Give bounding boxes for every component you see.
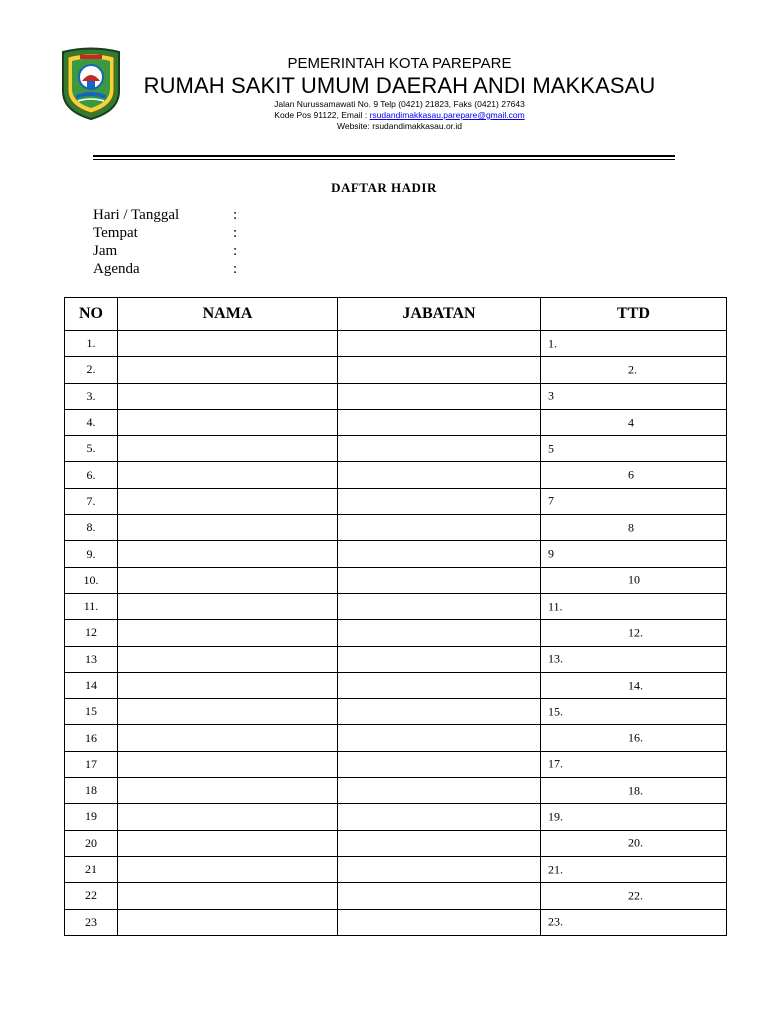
jabatan-cell[interactable] bbox=[338, 357, 541, 383]
nama-cell[interactable] bbox=[118, 331, 338, 357]
row-number: 1. bbox=[65, 331, 118, 357]
table-row bbox=[65, 331, 727, 357]
table-row bbox=[65, 383, 727, 409]
header-no: NO bbox=[65, 298, 118, 331]
nama-cell[interactable] bbox=[118, 725, 338, 751]
table-row bbox=[65, 909, 727, 935]
row-number: 21 bbox=[65, 856, 118, 882]
meta-colon: : bbox=[233, 243, 238, 259]
nama-cell[interactable] bbox=[118, 383, 338, 409]
website-line: Website: rsudandimakkasau.or.id bbox=[336, 121, 463, 131]
header-jabatan: JABATAN bbox=[338, 298, 541, 331]
jabatan-cell[interactable] bbox=[338, 409, 541, 435]
row-number: 11. bbox=[65, 593, 118, 619]
jabatan-cell[interactable] bbox=[338, 883, 541, 909]
signature-number: 21. bbox=[548, 862, 563, 877]
signature-number: 10 bbox=[628, 572, 640, 587]
table-row bbox=[65, 646, 727, 672]
jabatan-cell[interactable] bbox=[338, 593, 541, 619]
signature-number: 19. bbox=[548, 809, 563, 824]
nama-cell[interactable] bbox=[118, 567, 338, 593]
signature-cell[interactable] bbox=[541, 357, 727, 383]
signature-cell[interactable] bbox=[541, 699, 727, 725]
jabatan-cell[interactable] bbox=[338, 830, 541, 856]
signature-cell[interactable] bbox=[541, 725, 727, 751]
table-row bbox=[65, 620, 727, 646]
jabatan-cell[interactable] bbox=[338, 383, 541, 409]
signature-cell[interactable] bbox=[541, 778, 727, 804]
signature-number: 2. bbox=[628, 362, 637, 377]
signature-number: 15. bbox=[548, 704, 563, 719]
table-row bbox=[65, 541, 727, 567]
jabatan-cell[interactable] bbox=[338, 567, 541, 593]
table-row bbox=[65, 515, 727, 541]
meta-colon: : bbox=[233, 207, 238, 223]
row-number: 22 bbox=[65, 883, 118, 909]
header-ttd: TTD bbox=[541, 298, 727, 331]
signature-number: 7 bbox=[548, 493, 554, 508]
jabatan-cell[interactable] bbox=[338, 646, 541, 672]
meta-row bbox=[93, 260, 238, 278]
meta-label: Agenda bbox=[93, 261, 140, 277]
table-row bbox=[65, 488, 727, 514]
signature-cell[interactable] bbox=[541, 751, 727, 777]
signature-number: 6 bbox=[628, 467, 634, 482]
row-number: 23 bbox=[65, 909, 118, 935]
row-number: 6. bbox=[65, 462, 118, 488]
nama-cell[interactable] bbox=[118, 804, 338, 830]
signature-number: 12. bbox=[628, 625, 643, 640]
table-row bbox=[65, 567, 727, 593]
hospital-name: RUMAH SAKIT UMUM DAERAH ANDI MAKKASAU bbox=[143, 73, 656, 98]
nama-cell[interactable] bbox=[118, 593, 338, 619]
jabatan-cell[interactable] bbox=[338, 751, 541, 777]
signature-cell[interactable] bbox=[541, 383, 727, 409]
signature-number: 9 bbox=[548, 546, 554, 561]
nama-cell[interactable] bbox=[118, 620, 338, 646]
row-number: 13 bbox=[65, 646, 118, 672]
letterhead-divider-thin bbox=[93, 159, 675, 160]
signature-cell[interactable] bbox=[541, 567, 727, 593]
meta-label: Tempat bbox=[93, 225, 138, 241]
address-line: Jalan Nurussamawati No. 9 Telp (0421) 21823, Faks (0421) 27643 bbox=[274, 99, 525, 109]
nama-cell[interactable] bbox=[118, 778, 338, 804]
signature-number: 16. bbox=[628, 730, 643, 745]
nama-cell[interactable] bbox=[118, 515, 338, 541]
signature-number: 14. bbox=[628, 678, 643, 692]
postal-email-line bbox=[122, 110, 677, 121]
row-number: 17 bbox=[65, 751, 118, 777]
jabatan-cell[interactable] bbox=[338, 778, 541, 804]
header-nama: NAMA bbox=[118, 298, 338, 331]
table-row bbox=[65, 699, 727, 725]
signature-cell[interactable] bbox=[541, 804, 727, 830]
signature-cell[interactable] bbox=[541, 436, 727, 462]
meeting-details bbox=[93, 206, 238, 278]
signature-number: 18. bbox=[628, 783, 643, 798]
jabatan-cell[interactable] bbox=[338, 804, 541, 830]
row-number: 9. bbox=[65, 541, 118, 567]
meta-row bbox=[93, 224, 238, 242]
row-number: 4. bbox=[65, 409, 118, 435]
row-number: 15 bbox=[65, 699, 118, 725]
nama-cell[interactable] bbox=[118, 672, 338, 698]
nama-cell[interactable] bbox=[118, 646, 338, 672]
meta-colon: : bbox=[233, 225, 238, 241]
government-name: PEMERINTAH KOTA PAREPARE bbox=[287, 55, 512, 72]
document-title: DAFTAR HADIR bbox=[331, 180, 437, 195]
meta-label: Hari / Tanggal bbox=[93, 207, 180, 223]
letterhead-divider-thick bbox=[93, 155, 675, 157]
table-row bbox=[65, 778, 727, 804]
signature-number: 20. bbox=[628, 835, 643, 850]
signature-cell[interactable] bbox=[541, 856, 727, 882]
jabatan-cell[interactable] bbox=[338, 462, 541, 488]
signature-cell[interactable] bbox=[541, 541, 727, 567]
signature-cell[interactable] bbox=[541, 620, 727, 646]
table-row bbox=[65, 725, 727, 751]
jabatan-cell[interactable] bbox=[338, 488, 541, 514]
signature-cell[interactable] bbox=[541, 830, 727, 856]
signature-number: 22. bbox=[628, 888, 643, 903]
signature-number: 8 bbox=[628, 520, 634, 535]
jabatan-cell[interactable] bbox=[338, 909, 541, 935]
jabatan-cell[interactable] bbox=[338, 856, 541, 882]
signature-cell[interactable] bbox=[541, 593, 727, 619]
nama-cell[interactable] bbox=[118, 541, 338, 567]
jabatan-cell[interactable] bbox=[338, 672, 541, 698]
jabatan-cell[interactable] bbox=[338, 541, 541, 567]
nama-cell[interactable] bbox=[118, 856, 338, 882]
attendance-table bbox=[64, 297, 727, 936]
table-row bbox=[65, 856, 727, 882]
meta-label: Jam bbox=[93, 243, 118, 259]
nama-cell[interactable] bbox=[118, 909, 338, 935]
meta-colon: : bbox=[233, 261, 238, 277]
row-number: 12 bbox=[65, 620, 118, 646]
table-row bbox=[65, 436, 727, 462]
jabatan-cell[interactable] bbox=[338, 725, 541, 751]
signature-cell[interactable] bbox=[541, 409, 727, 435]
table-row bbox=[65, 672, 727, 698]
nama-cell[interactable] bbox=[118, 883, 338, 909]
table-row bbox=[65, 462, 727, 488]
table-row bbox=[65, 830, 727, 856]
signature-cell[interactable] bbox=[541, 331, 727, 357]
nama-cell[interactable] bbox=[118, 409, 338, 435]
nama-cell[interactable] bbox=[118, 830, 338, 856]
email-link[interactable]: rsudandimakkasau.parepare@gmail.com bbox=[369, 110, 525, 120]
row-number: 7. bbox=[65, 488, 118, 514]
nama-cell[interactable] bbox=[118, 488, 338, 514]
signature-number: 13. bbox=[548, 651, 563, 666]
nama-cell[interactable] bbox=[118, 436, 338, 462]
table-row bbox=[65, 357, 727, 383]
signature-number: 3 bbox=[548, 388, 554, 403]
city-emblem-icon bbox=[60, 47, 122, 121]
signature-number: 17. bbox=[548, 756, 563, 771]
jabatan-cell[interactable] bbox=[338, 436, 541, 462]
signature-cell[interactable] bbox=[541, 515, 727, 541]
signature-cell[interactable] bbox=[541, 883, 727, 909]
row-number: 5. bbox=[65, 436, 118, 462]
signature-number: 4 bbox=[628, 415, 634, 430]
postal-code-text: Kode Pos 91122, Email : bbox=[274, 110, 370, 120]
nama-cell[interactable] bbox=[118, 699, 338, 725]
jabatan-cell[interactable] bbox=[338, 331, 541, 357]
table-header-row bbox=[65, 298, 727, 331]
jabatan-cell[interactable] bbox=[338, 620, 541, 646]
signature-cell[interactable] bbox=[541, 488, 727, 514]
signature-cell[interactable] bbox=[541, 462, 727, 488]
row-number: 20 bbox=[65, 830, 118, 856]
nama-cell[interactable] bbox=[118, 462, 338, 488]
jabatan-cell[interactable] bbox=[338, 515, 541, 541]
row-number: 8. bbox=[65, 515, 118, 541]
jabatan-cell[interactable] bbox=[338, 699, 541, 725]
row-number: 10. bbox=[65, 567, 118, 593]
signature-number: 5 bbox=[548, 441, 554, 456]
nama-cell[interactable] bbox=[118, 751, 338, 777]
signature-cell[interactable] bbox=[541, 672, 727, 698]
signature-number: 11. bbox=[548, 599, 563, 614]
table-row bbox=[65, 751, 727, 777]
letterhead bbox=[122, 54, 677, 132]
signature-number: 1. bbox=[548, 336, 557, 351]
table-row bbox=[65, 883, 727, 909]
row-number: 19 bbox=[65, 804, 118, 830]
row-number: 16 bbox=[65, 725, 118, 751]
row-number: 3. bbox=[65, 383, 118, 409]
row-number: 14 bbox=[65, 672, 118, 698]
table-row bbox=[65, 593, 727, 619]
row-number: 18 bbox=[65, 778, 118, 804]
signature-cell[interactable] bbox=[541, 909, 727, 935]
table-row bbox=[65, 804, 727, 830]
row-number: 2. bbox=[65, 357, 118, 383]
signature-cell[interactable] bbox=[541, 646, 727, 672]
table-row bbox=[65, 409, 727, 435]
signature-number: 23. bbox=[548, 914, 563, 929]
meta-row bbox=[93, 242, 238, 260]
nama-cell[interactable] bbox=[118, 357, 338, 383]
meta-row bbox=[93, 206, 238, 224]
